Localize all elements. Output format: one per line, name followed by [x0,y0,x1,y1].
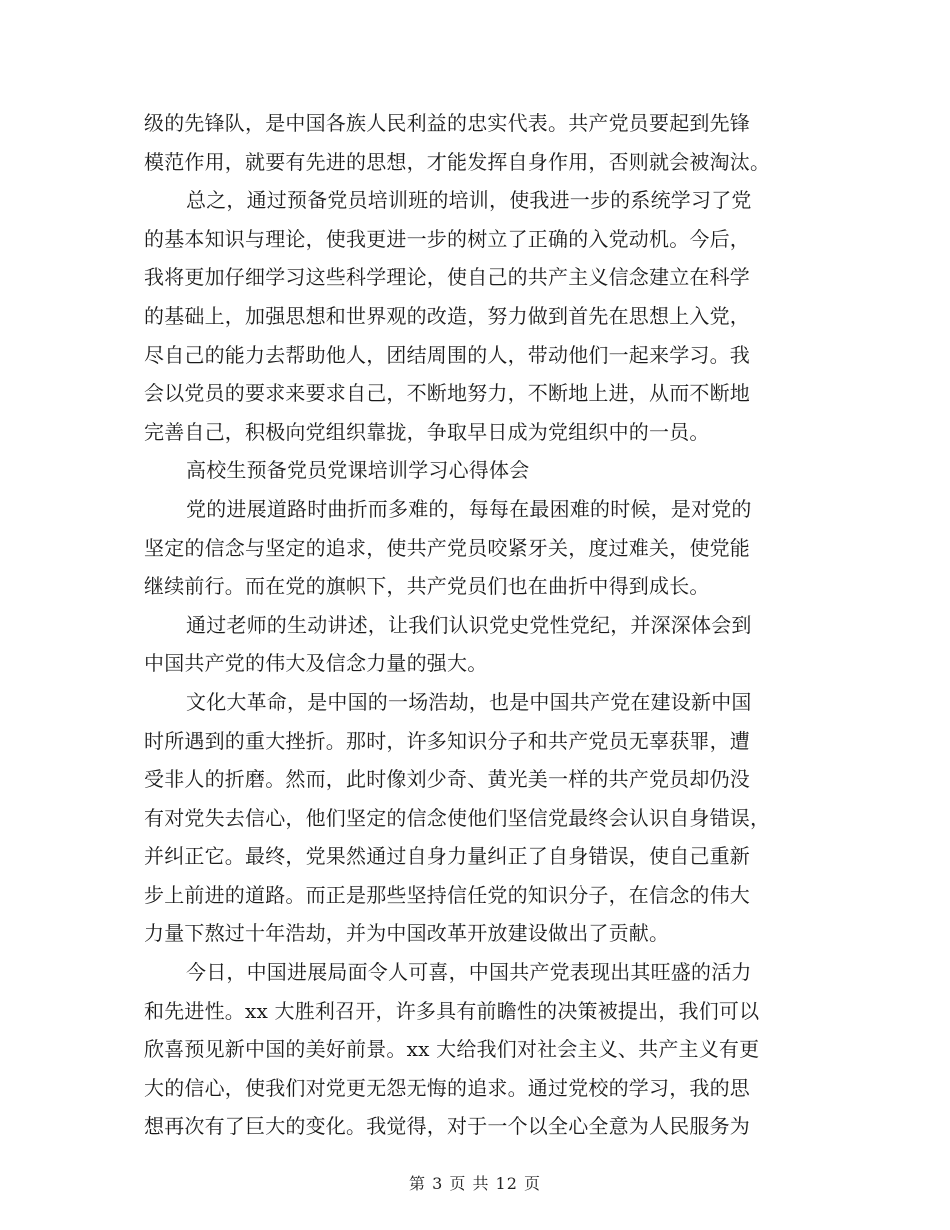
text-line: 并纠正它。最终，党果然通过自身力量纠正了自身错误，使自己重新 [144,844,750,869]
text-line: 总之，通过预备党员培训班的培训，使我进一步的系统学习了党 [186,188,752,213]
text-line: 今日，中国进展局面令人可喜，中国共产党表现出其旺盛的活力 [186,960,752,985]
text-line: 受非人的折磨。然而，此时像刘少奇、黄光美一样的共产党员却仍没 [144,767,750,792]
text-line: 完善自己，积极向党组织靠拢，争取早日成为党组织中的一员。 [144,419,710,444]
document-body [144,104,814,1146]
text-line: 中国共产党的伟大及信念力量的强大。 [144,651,488,676]
text-line: 模范作用，就要有先进的思想，才能发挥自身作用，否则就会被淘汰。 [144,149,771,174]
text-line: 力量下熬过十年浩劫，并为中国改革开放建设做出了贡献。 [144,921,670,946]
text-line: 有对党失去信心，他们坚定的信念使他们坚信党最终会认识自身错误， [144,805,771,830]
text-line: 党的进展道路时曲折而多难的，每每在最困难的时候，是对党的 [186,496,752,521]
text-line: 的基础上，加强思想和世界观的改造，努力做到首先在思想上入党， [144,303,750,328]
text-line: 步上前进的道路。而正是那些坚持信任党的知识分子，在信念的伟大 [144,882,750,907]
text-line: 欣喜预见新中国的美好前景。xx 大给我们对社会主义、共产主义有更 [144,1037,760,1062]
text-line: 时所遇到的重大挫折。那时，许多知识分子和共产党员无辜获罪，遭 [144,728,750,753]
text-line: 和先进性。xx 大胜利召开，许多具有前瞻性的决策被提出，我们可以 [144,998,760,1023]
text-line: 尽自己的能力去帮助他人，团结周围的人，带动他们一起来学习。我 [144,342,750,367]
text-line: 想再次有了巨大的变化。我觉得，对于一个以全心全意为人民服务为 [144,1114,750,1139]
text-line: 级的先锋队，是中国各族人民利益的忠实代表。共产党员要起到先锋 [144,111,750,135]
text-line: 高校生预备党员党课培训学习心得体会 [186,458,530,483]
text-line: 大的信心，使我们对党更无怨无悔的追求。通过党校的学习，我的思 [144,1075,750,1100]
page-number-footer: 第 3 页 共 12 页 [409,1174,541,1193]
text-line: 通过老师的生动讲述，让我们认识党史党性党纪，并深深体会到 [186,612,752,637]
text-line: 的基本知识与理论，使我更进一步的树立了正确的入党动机。今后， [144,226,750,251]
text-line: 文化大革命，是中国的一场浩劫，也是中国共产党在建设新中国 [186,689,752,714]
text-line: 继续前行。而在党的旗帜下，共产党员们也在曲折中得到成长。 [144,574,710,599]
text-line: 坚定的信念与坚定的追求，使共产党员咬紧牙关，度过难关，使党能 [144,535,750,560]
text-line: 会以党员的要求来要求自己，不断地努力，不断地上进，从而不断地 [144,381,750,406]
text-line: 我将更加仔细学习这些科学理论，使自己的共产主义信念建立在科学 [144,265,750,290]
